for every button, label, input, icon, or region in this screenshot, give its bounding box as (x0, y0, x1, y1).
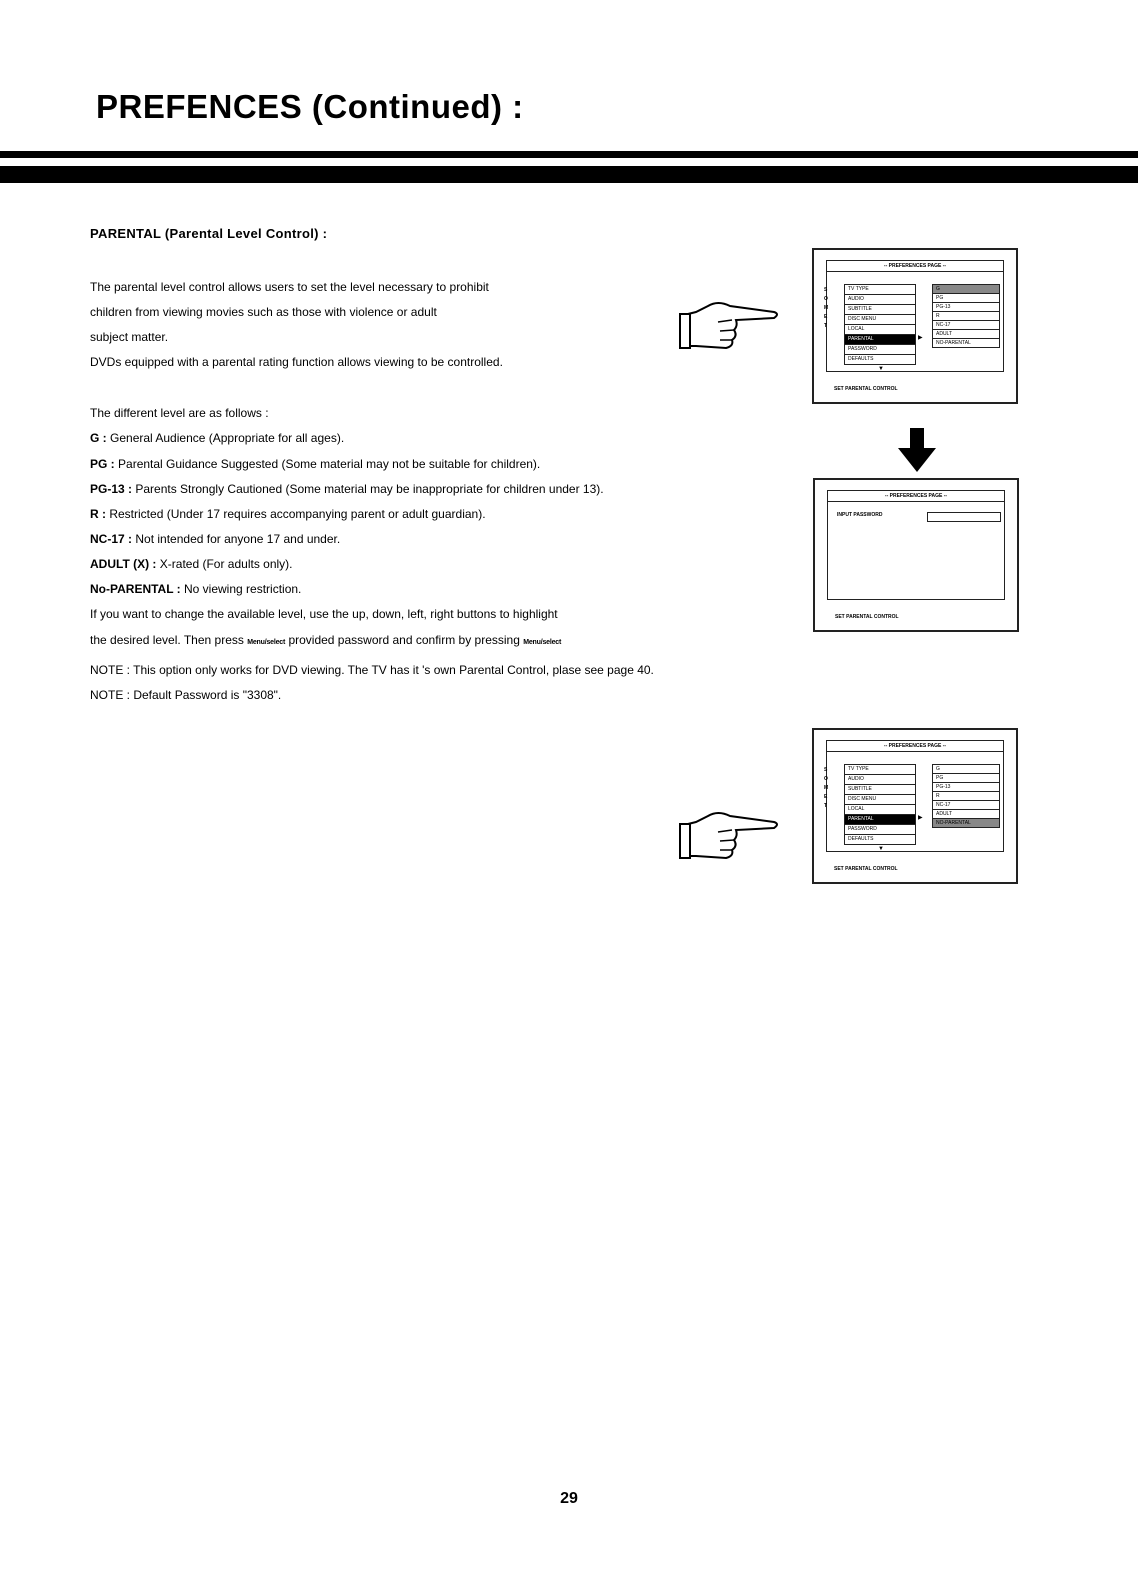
side-letters-text: SOMET (824, 287, 829, 329)
menu-select-key: Menu/select (523, 639, 562, 646)
menu-item[interactable]: PASSWORD (845, 825, 915, 835)
down-marker-icon: ▼ (878, 366, 884, 372)
pointer-icon: ▶ (918, 335, 923, 341)
option-item[interactable]: NC-17 (933, 321, 999, 330)
instructions-line-1: If you want to change the available level, use the up, down, left, right buttons to highlight (90, 607, 558, 621)
intro-line-2: children from viewing movies such as those with violence or adult (90, 305, 437, 319)
option-item[interactable]: G (933, 765, 999, 774)
section-title: PARENTAL (Parental Level Control) : (90, 226, 328, 241)
level-code: NC-17 : (90, 532, 133, 546)
preferences-screen-2 (812, 728, 1018, 884)
screen-footer: SET PARENTAL CONTROL (835, 614, 899, 620)
intro-line-4: DVDs equipped with a parental rating function allows viewing to be controlled. (90, 355, 503, 369)
level-desc: Not intended for anyone 17 and under. (135, 532, 341, 546)
settings-menu (844, 764, 916, 845)
pointing-hand-icon (678, 296, 782, 352)
menu-item[interactable]: DEFAULTS (845, 355, 915, 365)
input-password-label: INPUT PASSWORD (837, 512, 883, 518)
side-letters (824, 286, 830, 331)
menu-item[interactable]: SUBTITLE (845, 305, 915, 315)
level-code: PG-13 : (90, 482, 133, 496)
level-desc: X-rated (For adults only). (159, 557, 293, 571)
menu-item[interactable]: AUDIO (845, 295, 915, 305)
side-letters-text: SOMET (824, 767, 829, 809)
page-title: PREFENCES (Continued) : (96, 88, 524, 125)
side-letters (824, 766, 830, 811)
intro-line-1: The parental level control allows users to set the level necessary to prohibit (90, 280, 489, 294)
menu-item[interactable]: TV TYPE (845, 285, 915, 295)
menu-item[interactable]: TV TYPE (845, 765, 915, 775)
level-no-parental (90, 582, 301, 596)
option-item[interactable]: PG-13 (933, 303, 999, 312)
level-code: R : (90, 507, 106, 521)
option-item[interactable]: ADULT (933, 330, 999, 339)
instructions-line-2 (90, 633, 561, 647)
down-arrow-icon (898, 428, 936, 472)
note-1: NOTE : This option only works for DVD viewing. The TV has it 's own Parental Control, plase see page 40. (90, 663, 654, 677)
menu-item[interactable]: LOCAL (845, 325, 915, 335)
level-desc: No viewing restriction. (184, 582, 302, 596)
screen-footer: SET PARENTAL CONTROL (834, 866, 898, 872)
level-desc: Parents Strongly Cautioned (Some material may be inappropriate for children under 13). (135, 482, 604, 496)
menu-item[interactable]: DEFAULTS (845, 835, 915, 845)
menu-item[interactable]: DISC MENU (845, 795, 915, 805)
header-rule-thin (0, 151, 1138, 158)
option-item[interactable]: PG (933, 294, 999, 303)
intro-line-3: subject matter. (90, 330, 169, 344)
level-adult (90, 557, 293, 571)
level-code: G : (90, 431, 107, 445)
option-item[interactable]: ADULT (933, 810, 999, 819)
settings-menu (844, 284, 916, 365)
option-item[interactable]: PG-13 (933, 783, 999, 792)
level-code: ADULT (X) : (90, 557, 157, 571)
level-r (90, 507, 486, 521)
password-screen (813, 478, 1019, 632)
header-rule-thick (0, 166, 1138, 183)
level-desc: Parental Guidance Suggested (Some material may not be suitable for children). (118, 457, 541, 471)
option-item[interactable]: R (933, 792, 999, 801)
screen-header: -- PREFERENCES PAGE -- (827, 741, 1003, 752)
rating-options (932, 284, 1000, 348)
option-item-highlighted[interactable]: NO-PARENTAL (933, 819, 999, 828)
preferences-screen-1 (812, 248, 1018, 404)
level-pg (90, 457, 540, 471)
instructions-text-a: the desired level. Then press (90, 633, 244, 647)
option-item[interactable]: PG (933, 774, 999, 783)
level-code: No-PARENTAL : (90, 582, 181, 596)
menu-item[interactable]: PASSWORD (845, 345, 915, 355)
screen-panel (827, 490, 1005, 600)
down-marker-icon: ▼ (878, 846, 884, 852)
level-desc: Restricted (Under 17 requires accompanying parent or adult guardian). (109, 507, 486, 521)
level-code: PG : (90, 457, 115, 471)
page-number: 29 (560, 1490, 578, 1507)
level-g (90, 431, 344, 445)
menu-item[interactable]: SUBTITLE (845, 785, 915, 795)
menu-item-selected[interactable]: PARENTAL (845, 815, 915, 825)
rating-options (932, 764, 1000, 828)
menu-item[interactable]: AUDIO (845, 775, 915, 785)
pointing-hand-icon (678, 806, 782, 862)
levels-intro: The different level are as follows : (90, 406, 269, 420)
instructions-text-b: provided password and confirm by pressing (288, 633, 520, 647)
note-2: NOTE : Default Password is "3308". (90, 688, 282, 702)
screen-footer: SET PARENTAL CONTROL (834, 386, 898, 392)
option-item[interactable]: NO-PARENTAL (933, 339, 999, 348)
menu-item[interactable]: LOCAL (845, 805, 915, 815)
option-item[interactable]: G (933, 285, 999, 294)
menu-item-selected[interactable]: PARENTAL (845, 335, 915, 345)
password-input[interactable] (927, 512, 1001, 522)
option-item[interactable]: NC-17 (933, 801, 999, 810)
level-nc17 (90, 532, 340, 546)
menu-item[interactable]: DISC MENU (845, 315, 915, 325)
menu-select-key: Menu/select (247, 639, 286, 646)
level-desc: General Audience (Appropriate for all ages). (110, 431, 345, 445)
level-pg13 (90, 482, 604, 496)
screen-header: -- PREFERENCES PAGE -- (828, 491, 1004, 502)
option-item[interactable]: R (933, 312, 999, 321)
screen-header: -- PREFERENCES PAGE -- (827, 261, 1003, 272)
pointer-icon: ▶ (918, 815, 923, 821)
